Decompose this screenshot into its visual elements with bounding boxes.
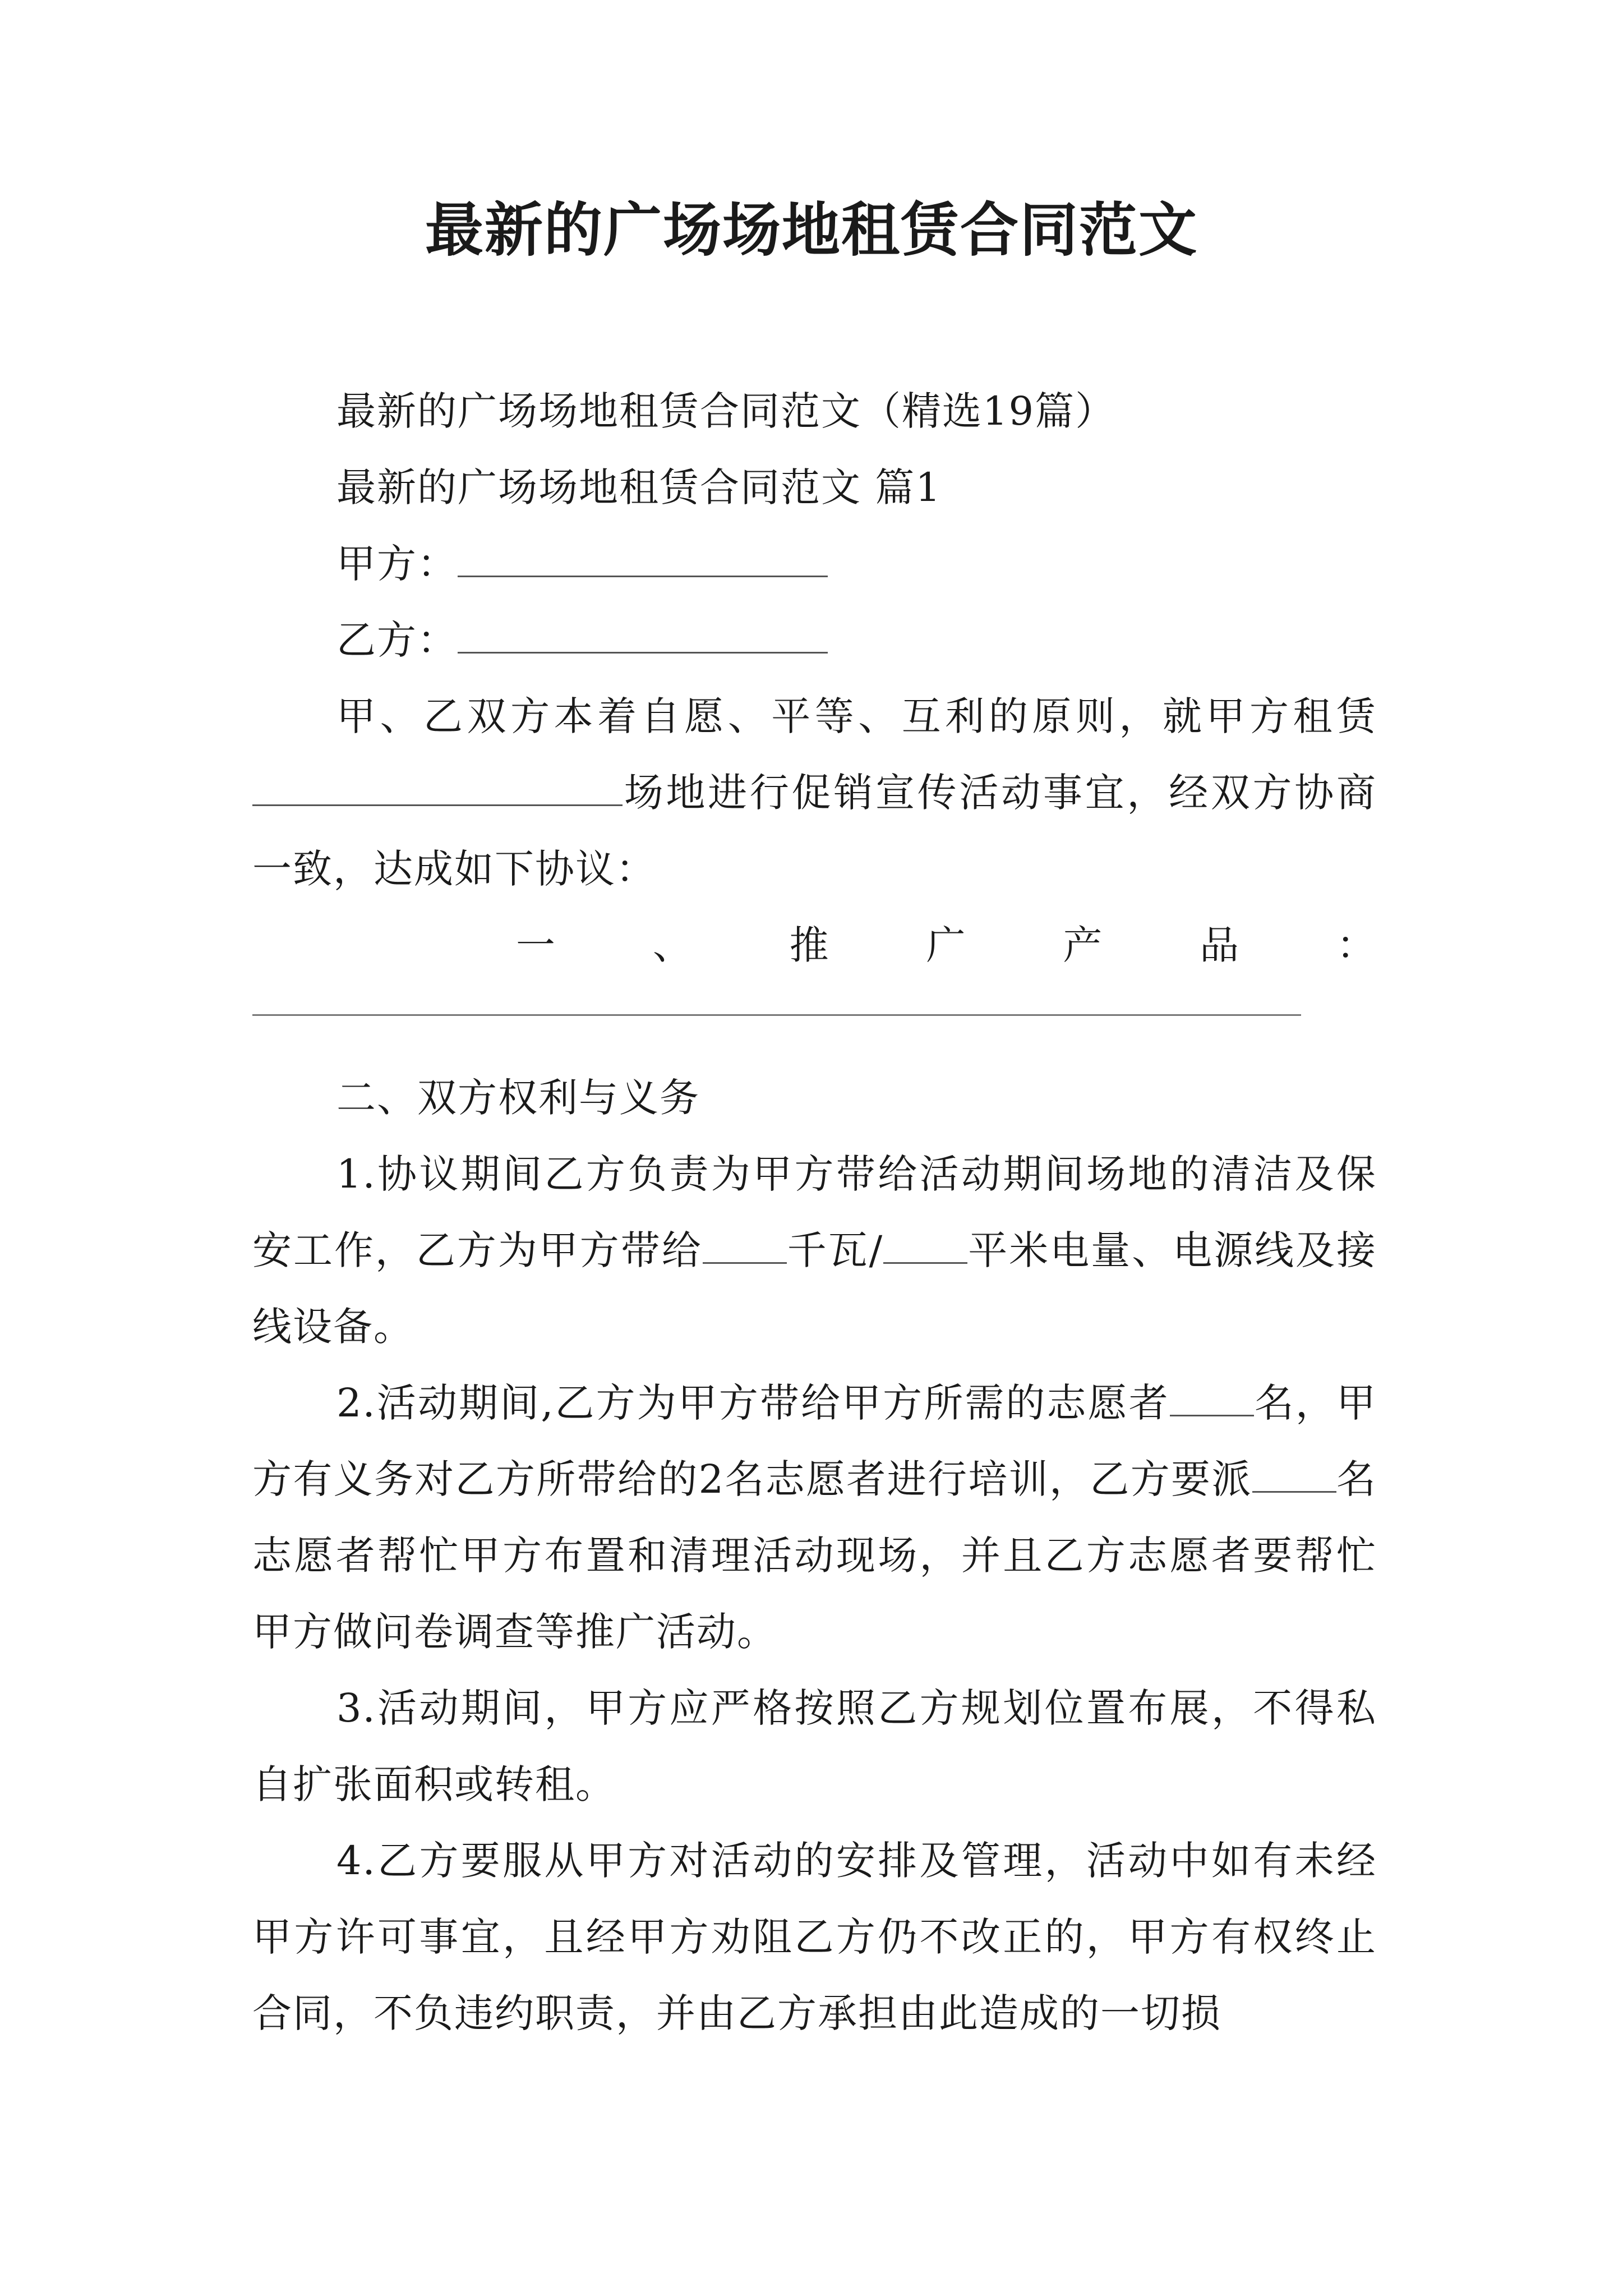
venue-blank [252, 775, 623, 806]
party-a-label: 甲方： [336, 541, 458, 587]
article-1-char: 广 [926, 922, 967, 968]
party-a-line [252, 526, 1377, 602]
article-1-heading [252, 907, 1377, 983]
intro-text-1: 甲、乙双方本着自愿、平等、互利的原则，就甲方租赁 [336, 693, 1377, 739]
document-body [252, 373, 1377, 2051]
clause-1-text-a: 1.协议期间乙方负责为甲方带给活动期间场地的清洁及保安工作，乙方为甲方带给 [252, 1151, 1377, 1273]
party-b-blank [458, 623, 828, 654]
article-1-char: 品 [1200, 922, 1241, 968]
section-heading: 最新的广场场地租赁合同范文 篇1 [336, 464, 942, 510]
clause-3: 3.活动期间，甲方应严格按照乙方规划位置布展，不得私自扩张面积或转租。 [252, 1685, 1377, 1807]
clause-1-text-c: 平米电量、电源线及接线设备。 [252, 1227, 1377, 1350]
clause-2 [252, 1365, 1377, 1670]
volunteer-count-blank [1170, 1386, 1254, 1416]
intro-paragraph [252, 678, 1377, 907]
clause-1 [252, 1136, 1377, 1365]
article-1-char: 一 [516, 922, 556, 968]
party-a-blank [458, 546, 828, 577]
article-1-char: 推 [789, 922, 830, 968]
clause-1-text-b: 千瓦/ [786, 1227, 884, 1273]
article-1-char: 、 [652, 922, 693, 968]
dispatch-count-blank [1252, 1462, 1336, 1493]
party-b-line [252, 602, 1377, 678]
clause-2-text-c: 名志愿者帮忙甲方布置和清理活动现场，并且乙方志愿者要帮忙甲方做问卷调查等推广活动。 [252, 1456, 1377, 1655]
intro-text-2: 场地进行促销宣传活动事宜，经双方协商一致，达成如下协议： [252, 770, 1377, 892]
product-blank-line [252, 983, 1377, 1060]
clause-2-text-b: 名，甲方有义务对乙方所带给的2名志愿者进行培训，乙方要派 [252, 1380, 1377, 1502]
clause-4: 4.乙方要服从甲方对活动的安排及管理，活动中如有未经甲方许可事宜，且经甲方劝阻乙方仍不改正的，甲方有权终止合同，不负违约职责，并由乙方承担由此造成的一切损 [252, 1838, 1377, 2036]
area-blank [883, 1233, 967, 1264]
article-1-char: 产 [1063, 922, 1104, 968]
document-title: 最新的广场场地租赁合同范文 [425, 195, 1198, 264]
article-1-char: ： [1336, 922, 1377, 968]
party-b-label: 乙方： [336, 617, 458, 663]
subtitle-paragraph: 最新的广场场地租赁合同范文（精选19篇） [336, 388, 1116, 434]
clause-2-text-a: 2.活动期间,乙方为甲方带给甲方所需的志愿者 [336, 1380, 1170, 1426]
article-2-heading: 二、双方权利与义务 [336, 1075, 700, 1121]
kilowatt-blank [703, 1233, 787, 1264]
